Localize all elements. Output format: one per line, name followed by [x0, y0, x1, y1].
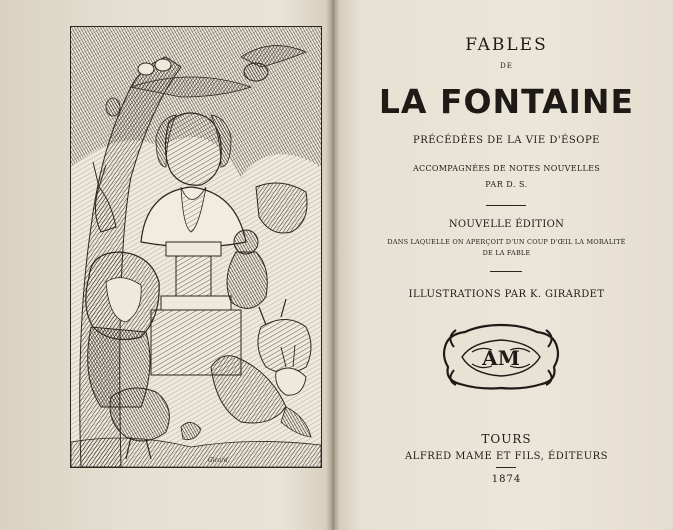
divider-rule	[490, 271, 522, 272]
by-line: PAR D. S.	[485, 180, 528, 189]
edition-line: NOUVELLE ÉDITION	[448, 219, 565, 230]
frontispiece-engraving	[70, 26, 322, 468]
city-line: TOURS	[481, 432, 532, 446]
edition-note-line-1: DANS LAQUELLE ON APERÇOIT D'UN COUP D'ŒIL LA MORALITÉ	[387, 238, 626, 246]
title-de: DE	[500, 62, 513, 70]
notes-line: ACCOMPAGNÉES DE NOTES NOUVELLES	[412, 164, 600, 173]
divider-rule	[486, 205, 526, 206]
publisher-emblem	[442, 322, 560, 392]
title-author: LA FONTAINE	[378, 82, 635, 121]
book-gutter	[326, 0, 340, 530]
emblem-monogram: AM	[482, 346, 520, 370]
publisher-line: ALFRED MAME ET FILS, ÉDITEURS	[404, 451, 609, 462]
divider-rule	[496, 467, 516, 468]
year-line: 1874	[491, 474, 522, 485]
engraving-illustration	[71, 27, 321, 467]
illustrations-line: ILLUSTRATIONS PAR K. GIRARDET	[408, 289, 605, 300]
left-page	[0, 0, 333, 530]
title-page	[340, 0, 673, 530]
subtitle: PRÉCÉDÉES DE LA VIE D'ÉSOPE	[413, 135, 600, 146]
emblem-icon	[442, 322, 560, 392]
artist-signature: Girard.	[208, 457, 230, 464]
title-fables: FABLES	[465, 35, 548, 55]
edition-note-line-2: DE LA FABLE	[482, 249, 531, 257]
